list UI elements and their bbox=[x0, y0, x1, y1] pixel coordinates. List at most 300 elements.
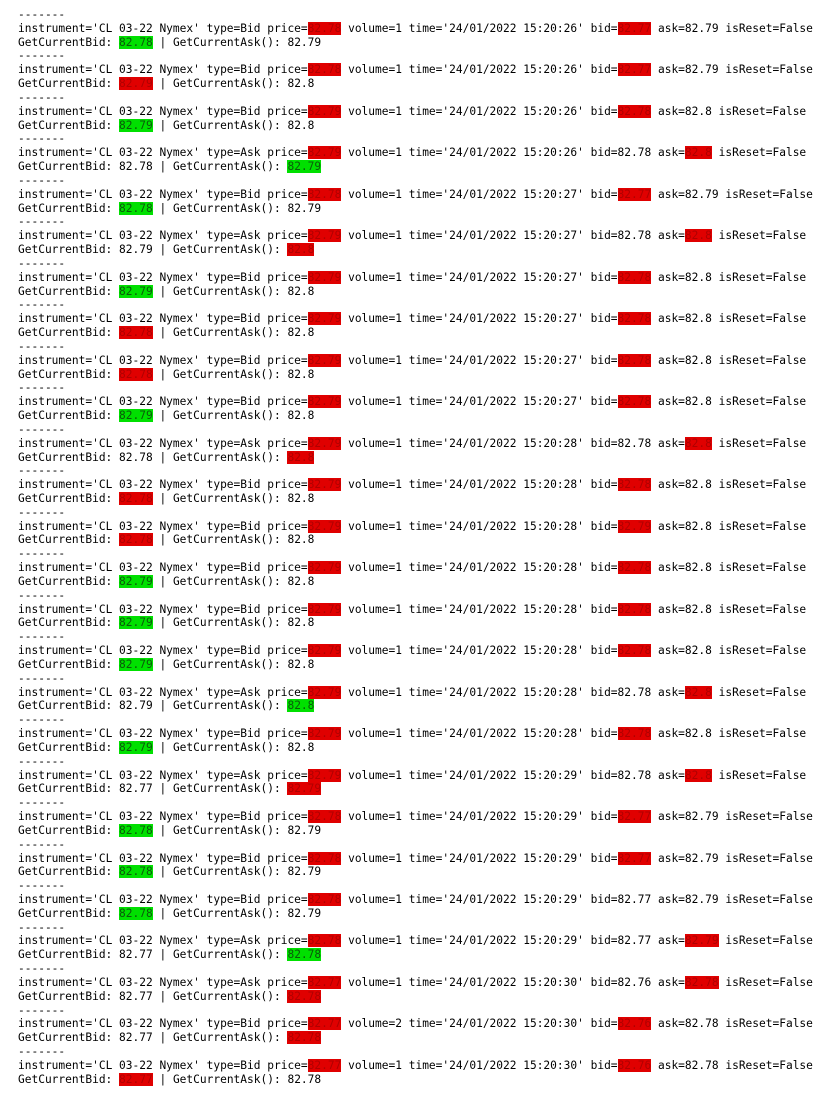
event-ask: 82.8 bbox=[684, 478, 712, 492]
instrument-name: CL 03-22 Nymex bbox=[98, 893, 194, 906]
event-type: Ask bbox=[240, 768, 261, 782]
event-bid: 82.77 bbox=[617, 63, 652, 77]
event-ask: 82.78 bbox=[684, 1017, 719, 1031]
current-bid: 82.78 bbox=[119, 865, 153, 879]
current-quote-line: GetCurrentBid: 82.78 | GetCurrentAsk(): 82.79 bbox=[18, 35, 322, 49]
event-time: 24/01/2022 15:20:26 bbox=[449, 104, 578, 118]
instrument-event-line: instrument='CL 03-22 Nymex' type=Bid price=82.78 volume=1 time='24/01/2022 15:20:26' bid=82.77 ask=82.79 isReset=False bbox=[18, 21, 813, 35]
event-bid: 82.77 bbox=[617, 851, 652, 865]
current-quote-line: GetCurrentBid: 82.79 | GetCurrentAsk(): 82.8 bbox=[18, 118, 315, 132]
event-volume: 1 bbox=[395, 104, 402, 118]
log-separator: ------- bbox=[18, 796, 66, 810]
instrument-name: CL 03-22 Nymex bbox=[98, 602, 194, 616]
event-bid: 82.77 bbox=[617, 187, 652, 201]
current-bid: 82.78 bbox=[119, 450, 153, 464]
instrument-event-line: instrument='CL 03-22 Nymex' type=Ask price=82.79 volume=1 time='24/01/2022 15:20:28' bid=82.78 ask=82.8 isReset=False bbox=[18, 685, 807, 699]
instrument-name: CL 03-22 Nymex bbox=[98, 63, 194, 77]
event-ask: 82.8 bbox=[684, 229, 712, 243]
current-ask: 82.78 bbox=[287, 948, 322, 962]
event-price: 82.77 bbox=[307, 975, 342, 989]
event-price: 82.79 bbox=[307, 353, 342, 367]
event-type: Bid bbox=[240, 1017, 261, 1031]
event-price: 82.79 bbox=[307, 436, 342, 450]
event-bid: 82.78 bbox=[617, 561, 652, 575]
event-volume: 1 bbox=[395, 395, 402, 409]
instrument-name: CL 03-22 Nymex bbox=[98, 727, 194, 741]
event-time: 24/01/2022 15:20:27 bbox=[449, 395, 578, 409]
event-ask: 82.79 bbox=[684, 187, 719, 201]
log-separator: ------- bbox=[18, 713, 66, 727]
event-type: Ask bbox=[240, 975, 261, 989]
log-separator: ------- bbox=[18, 754, 66, 768]
event-ask: 82.8 bbox=[684, 685, 712, 699]
current-bid: 82.79 bbox=[119, 574, 153, 588]
log-separator: ------- bbox=[18, 381, 66, 395]
log-separator: ------- bbox=[18, 671, 66, 685]
log-separator: ------- bbox=[18, 920, 66, 934]
current-quote-line: GetCurrentBid: 82.78 | GetCurrentAsk(): 82.8 bbox=[18, 367, 315, 381]
current-ask: 82.8 bbox=[287, 533, 315, 547]
current-quote-line: GetCurrentBid: 82.79 | GetCurrentAsk(): 82.8 bbox=[18, 284, 315, 298]
event-volume: 1 bbox=[395, 851, 402, 865]
event-price: 82.79 bbox=[307, 685, 342, 699]
event-volume: 1 bbox=[395, 561, 402, 575]
event-price: 82.78 bbox=[307, 21, 342, 35]
current-ask: 82.8 bbox=[287, 450, 315, 464]
event-type: Bid bbox=[240, 519, 261, 533]
event-price: 82.79 bbox=[307, 270, 342, 284]
current-ask: 82.79 bbox=[287, 865, 322, 879]
event-bid: 82.78 bbox=[617, 685, 652, 699]
instrument-name: CL 03-22 Nymex bbox=[98, 270, 194, 284]
current-quote-line: GetCurrentBid: 82.77 | GetCurrentAsk(): 82.78 bbox=[18, 1072, 322, 1086]
instrument-name: CL 03-22 Nymex bbox=[98, 21, 194, 35]
current-quote-line: GetCurrentBid: 82.79 | GetCurrentAsk(): 82.8 bbox=[18, 77, 315, 91]
event-price: 82.79 bbox=[307, 644, 342, 658]
event-ask: 82.8 bbox=[684, 146, 712, 160]
event-volume: 1 bbox=[395, 63, 402, 77]
log-separator: ------- bbox=[18, 49, 66, 63]
instrument-name: CL 03-22 Nymex bbox=[98, 934, 194, 948]
event-price: 82.78 bbox=[307, 187, 342, 201]
event-price: 82.79 bbox=[307, 395, 342, 409]
instrument-name: CL 03-22 Nymex bbox=[98, 768, 194, 782]
event-price: 82.77 bbox=[307, 1058, 342, 1072]
event-price: 82.78 bbox=[307, 893, 342, 906]
instrument-event-line: instrument='CL 03-22 Nymex' type=Bid price=82.79 volume=1 time='24/01/2022 15:20:28' bid=82.78 ask=82.8 isReset=False bbox=[18, 644, 807, 658]
event-time: 24/01/2022 15:20:26 bbox=[449, 21, 578, 35]
event-ask: 82.8 bbox=[684, 270, 712, 284]
event-bid: 82.78 bbox=[617, 602, 652, 616]
current-ask: 82.8 bbox=[287, 77, 315, 91]
event-ask: 82.8 bbox=[684, 312, 712, 326]
current-ask: 82.79 bbox=[287, 906, 322, 920]
instrument-name: CL 03-22 Nymex bbox=[98, 644, 194, 658]
log-separator: ------- bbox=[18, 422, 66, 436]
event-volume: 1 bbox=[395, 644, 402, 658]
event-type: Bid bbox=[240, 727, 261, 741]
event-type: Bid bbox=[240, 63, 261, 77]
event-volume: 1 bbox=[395, 21, 402, 35]
instrument-name: CL 03-22 Nymex bbox=[98, 436, 194, 450]
instrument-name: CL 03-22 Nymex bbox=[98, 519, 194, 533]
current-ask: 82.8 bbox=[287, 616, 315, 630]
event-price: 82.79 bbox=[307, 146, 342, 160]
event-ask: 82.78 bbox=[684, 975, 719, 989]
log-separator: ------- bbox=[18, 173, 66, 187]
event-volume: 1 bbox=[395, 146, 402, 160]
event-time: 24/01/2022 15:20:28 bbox=[449, 478, 578, 492]
event-time: 24/01/2022 15:20:28 bbox=[449, 727, 578, 741]
current-ask: 82.79 bbox=[287, 823, 322, 837]
current-quote-line: GetCurrentBid: 82.79 | GetCurrentAsk(): 82.8 bbox=[18, 657, 315, 671]
event-price: 82.79 bbox=[307, 229, 342, 243]
instrument-event-line: instrument='CL 03-22 Nymex' type=Bid price=82.79 volume=1 time='24/01/2022 15:20:27' bid=82.78 ask=82.8 isReset=False bbox=[18, 312, 807, 326]
event-volume: 1 bbox=[395, 312, 402, 326]
event-bid: 82.77 bbox=[617, 893, 652, 906]
current-quote-line: GetCurrentBid: 82.79 | GetCurrentAsk(): 82.8 bbox=[18, 243, 315, 257]
event-bid: 82.78 bbox=[617, 478, 652, 492]
event-bid: 82.76 bbox=[617, 975, 652, 989]
instrument-name: CL 03-22 Nymex bbox=[98, 353, 194, 367]
event-volume: 1 bbox=[395, 187, 402, 201]
event-time: 24/01/2022 15:20:27 bbox=[449, 312, 578, 326]
event-price: 82.79 bbox=[307, 478, 342, 492]
log-separator: ------- bbox=[18, 298, 66, 312]
event-price: 82.79 bbox=[307, 727, 342, 741]
current-bid: 82.78 bbox=[119, 906, 153, 920]
event-ask: 82.8 bbox=[684, 602, 712, 616]
current-bid: 82.79 bbox=[119, 740, 153, 754]
current-ask: 82.8 bbox=[287, 284, 315, 298]
current-quote-line: GetCurrentBid: 82.78 | GetCurrentAsk(): 82.79 bbox=[18, 865, 322, 879]
instrument-event-line: instrument='CL 03-22 Nymex' type=Bid price=82.79 volume=1 time='24/01/2022 15:20:28' bid=82.79 ask=82.8 isReset=False bbox=[18, 519, 807, 533]
event-time: 24/01/2022 15:20:29 bbox=[449, 810, 578, 824]
event-time: 24/01/2022 15:20:28 bbox=[449, 685, 578, 699]
event-bid: 82.76 bbox=[617, 1017, 652, 1031]
event-bid: 82.78 bbox=[617, 229, 652, 243]
event-time: 24/01/2022 15:20:27 bbox=[449, 229, 578, 243]
current-bid: 82.77 bbox=[119, 989, 153, 1003]
event-volume: 1 bbox=[395, 602, 402, 616]
event-type: Ask bbox=[240, 229, 261, 243]
current-ask: 82.79 bbox=[287, 160, 322, 174]
event-ask: 82.79 bbox=[684, 893, 719, 906]
instrument-name: CL 03-22 Nymex bbox=[98, 395, 194, 409]
current-bid: 82.78 bbox=[119, 533, 153, 547]
event-type: Ask bbox=[240, 934, 261, 948]
event-bid: 82.78 bbox=[617, 644, 652, 658]
current-quote-line: GetCurrentBid: 82.78 | GetCurrentAsk(): 82.8 bbox=[18, 326, 315, 340]
current-quote-line: GetCurrentBid: 82.79 | GetCurrentAsk(): 82.8 bbox=[18, 740, 315, 754]
current-ask: 82.8 bbox=[287, 243, 315, 257]
event-ask: 82.79 bbox=[684, 934, 719, 948]
current-ask: 82.8 bbox=[287, 326, 315, 340]
current-quote-line: GetCurrentBid: 82.79 | GetCurrentAsk(): 82.8 bbox=[18, 409, 315, 423]
event-price: 82.79 bbox=[307, 602, 342, 616]
event-type: Bid bbox=[240, 602, 261, 616]
current-quote-line: GetCurrentBid: 82.79 | GetCurrentAsk(): 82.8 bbox=[18, 574, 315, 588]
event-volume: 1 bbox=[395, 478, 402, 492]
current-ask: 82.79 bbox=[287, 35, 322, 49]
current-quote-line: GetCurrentBid: 82.78 | GetCurrentAsk(): 82.79 bbox=[18, 823, 322, 837]
event-type: Bid bbox=[240, 270, 261, 284]
event-type: Bid bbox=[240, 353, 261, 367]
log-separator: ------- bbox=[18, 588, 66, 602]
event-time: 24/01/2022 15:20:27 bbox=[449, 353, 578, 367]
event-price: 82.77 bbox=[307, 1017, 342, 1031]
event-type: Bid bbox=[240, 851, 261, 865]
current-quote-line: GetCurrentBid: 82.78 | GetCurrentAsk(): 82.79 bbox=[18, 201, 322, 215]
event-volume: 1 bbox=[395, 893, 402, 906]
current-bid: 82.79 bbox=[119, 284, 153, 298]
event-bid: 82.79 bbox=[617, 519, 652, 533]
current-bid: 82.78 bbox=[119, 367, 153, 381]
instrument-name: CL 03-22 Nymex bbox=[98, 312, 194, 326]
instrument-event-line: instrument='CL 03-22 Nymex' type=Bid price=82.78 volume=1 time='24/01/2022 15:20:29' bid=82.77 ask=82.79 isReset=False bbox=[18, 810, 813, 824]
event-price: 82.78 bbox=[307, 934, 342, 948]
event-time: 24/01/2022 15:20:30 bbox=[449, 1058, 578, 1072]
event-ask: 82.8 bbox=[684, 353, 712, 367]
log-separator: ------- bbox=[18, 505, 66, 519]
event-bid: 82.78 bbox=[617, 727, 652, 741]
event-bid: 82.78 bbox=[617, 395, 652, 409]
instrument-name: CL 03-22 Nymex bbox=[98, 187, 194, 201]
log-separator: ------- bbox=[18, 837, 66, 851]
instrument-name: CL 03-22 Nymex bbox=[98, 810, 194, 824]
instrument-name: CL 03-22 Nymex bbox=[98, 561, 194, 575]
event-type: Bid bbox=[240, 395, 261, 409]
event-ask: 82.78 bbox=[684, 1058, 719, 1072]
event-price: 82.79 bbox=[307, 312, 342, 326]
instrument-event-line: instrument='CL 03-22 Nymex' type=Bid price=82.78 volume=1 time='24/01/2022 15:20:26' bid=82.77 ask=82.79 isReset=False bbox=[18, 63, 813, 77]
event-volume: 1 bbox=[395, 436, 402, 450]
current-ask: 82.8 bbox=[287, 367, 315, 381]
current-ask: 82.79 bbox=[287, 201, 322, 215]
event-bid: 82.78 bbox=[617, 768, 652, 782]
event-time: 24/01/2022 15:20:27 bbox=[449, 187, 578, 201]
event-ask: 82.8 bbox=[684, 104, 712, 118]
event-bid: 82.77 bbox=[617, 810, 652, 824]
current-ask: 82.8 bbox=[287, 574, 315, 588]
event-ask: 82.8 bbox=[684, 395, 712, 409]
current-quote-line: GetCurrentBid: 82.79 | GetCurrentAsk(): 82.8 bbox=[18, 616, 315, 630]
current-ask: 82.79 bbox=[287, 782, 322, 796]
event-price: 82.78 bbox=[307, 810, 342, 824]
instrument-name: CL 03-22 Nymex bbox=[98, 851, 194, 865]
current-quote-line: GetCurrentBid: 82.79 | GetCurrentAsk(): 82.8 bbox=[18, 699, 315, 713]
event-volume: 1 bbox=[395, 768, 402, 782]
event-type: Bid bbox=[240, 187, 261, 201]
instrument-event-line: instrument='CL 03-22 Nymex' type=Bid price=82.77 volume=1 time='24/01/2022 15:20:30' bid=82.76 ask=82.78 isReset=False bbox=[18, 1058, 813, 1072]
event-bid: 82.78 bbox=[617, 312, 652, 326]
current-quote-line: GetCurrentBid: 82.77 | GetCurrentAsk(): 82.78 bbox=[18, 989, 322, 1003]
event-bid: 82.78 bbox=[617, 436, 652, 450]
log-separator: ------- bbox=[18, 256, 66, 270]
log-separator: ------- bbox=[18, 464, 66, 478]
event-ask: 82.8 bbox=[684, 644, 712, 658]
event-volume: 2 bbox=[395, 1017, 402, 1031]
instrument-event-line: instrument='CL 03-22 Nymex' type=Ask price=82.79 volume=1 time='24/01/2022 15:20:27' bid=82.78 ask=82.8 isReset=False bbox=[18, 229, 807, 243]
log-separator: ------- bbox=[18, 1003, 66, 1017]
instrument-event-line: instrument='CL 03-22 Nymex' type=Ask price=82.78 volume=1 time='24/01/2022 15:20:29' bid=82.77 ask=82.79 isReset=False bbox=[18, 934, 813, 948]
console-log bbox=[18, 8, 813, 1087]
instrument-event-line: instrument='CL 03-22 Nymex' type=Bid price=82.79 volume=1 time='24/01/2022 15:20:27' bid=82.78 ask=82.8 isReset=False bbox=[18, 353, 807, 367]
event-ask: 82.79 bbox=[684, 851, 719, 865]
current-bid: 82.78 bbox=[119, 201, 153, 215]
log-separator: ------- bbox=[18, 132, 66, 146]
current-ask: 82.8 bbox=[287, 699, 315, 713]
event-ask: 82.8 bbox=[684, 519, 712, 533]
event-volume: 1 bbox=[395, 353, 402, 367]
event-price: 82.78 bbox=[307, 63, 342, 77]
event-type: Bid bbox=[240, 561, 261, 575]
event-volume: 1 bbox=[395, 229, 402, 243]
event-bid: 82.77 bbox=[617, 934, 652, 948]
instrument-name: CL 03-22 Nymex bbox=[98, 104, 194, 118]
current-bid: 82.79 bbox=[119, 409, 153, 423]
instrument-name: CL 03-22 Nymex bbox=[98, 229, 194, 243]
log-separator: ------- bbox=[18, 962, 66, 976]
log-separator: ------- bbox=[18, 630, 66, 644]
event-type: Bid bbox=[240, 478, 261, 492]
current-quote-line: GetCurrentBid: 82.77 | GetCurrentAsk(): 82.78 bbox=[18, 948, 322, 962]
instrument-name: CL 03-22 Nymex bbox=[98, 146, 194, 160]
instrument-event-line: instrument='CL 03-22 Nymex' type=Bid price=82.79 volume=1 time='24/01/2022 15:20:27' bid=82.78 ask=82.8 isReset=False bbox=[18, 270, 807, 284]
current-quote-line: GetCurrentBid: 82.78 | GetCurrentAsk(): 82.79 bbox=[18, 160, 322, 174]
event-ask: 82.79 bbox=[684, 810, 719, 824]
event-time: 24/01/2022 15:20:28 bbox=[449, 602, 578, 616]
event-volume: 1 bbox=[395, 810, 402, 824]
event-type: Bid bbox=[240, 644, 261, 658]
instrument-event-line: instrument='CL 03-22 Nymex' type=Bid price=82.79 volume=1 time='24/01/2022 15:20:28' bid=82.78 ask=82.8 isReset=False bbox=[18, 602, 807, 616]
event-type: Ask bbox=[240, 436, 261, 450]
event-bid: 82.78 bbox=[617, 104, 652, 118]
event-volume: 1 bbox=[395, 519, 402, 533]
event-ask: 82.8 bbox=[684, 436, 712, 450]
current-ask: 82.8 bbox=[287, 740, 315, 754]
event-type: Ask bbox=[240, 146, 261, 160]
current-ask: 82.8 bbox=[287, 118, 315, 132]
current-ask: 82.78 bbox=[287, 1072, 322, 1086]
instrument-event-line: instrument='CL 03-22 Nymex' type=Bid price=82.77 volume=2 time='24/01/2022 15:20:30' bid=82.76 ask=82.78 isReset=False bbox=[18, 1017, 813, 1031]
current-quote-line: GetCurrentBid: 82.78 | GetCurrentAsk(): 82.8 bbox=[18, 450, 315, 464]
event-time: 24/01/2022 15:20:29 bbox=[449, 851, 578, 865]
event-bid: 82.78 bbox=[617, 353, 652, 367]
event-bid: 82.77 bbox=[617, 21, 652, 35]
event-type: Ask bbox=[240, 685, 261, 699]
event-bid: 82.78 bbox=[617, 146, 652, 160]
instrument-event-line: instrument='CL 03-22 Nymex' type=Bid price=82.78 volume=1 time='24/01/2022 15:20:29' bid=82.77 ask=82.79 isReset=False bbox=[18, 851, 813, 865]
log-separator: ------- bbox=[18, 215, 66, 229]
event-bid: 82.76 bbox=[617, 1058, 652, 1072]
log-separator: ------- bbox=[18, 8, 66, 21]
event-time: 24/01/2022 15:20:28 bbox=[449, 561, 578, 575]
current-bid: 82.77 bbox=[119, 1072, 153, 1086]
log-separator: ------- bbox=[18, 90, 66, 104]
current-quote-line: GetCurrentBid: 82.77 | GetCurrentAsk(): 82.78 bbox=[18, 1031, 322, 1045]
instrument-event-line: instrument='CL 03-22 Nymex' type=Bid price=82.79 volume=1 time='24/01/2022 15:20:28' bid=82.78 ask=82.8 isReset=False bbox=[18, 561, 807, 575]
instrument-event-line: instrument='CL 03-22 Nymex' type=Ask price=82.79 volume=1 time='24/01/2022 15:20:28' bid=82.78 ask=82.8 isReset=False bbox=[18, 436, 807, 450]
current-quote-line: GetCurrentBid: 82.77 | GetCurrentAsk(): 82.79 bbox=[18, 782, 322, 796]
current-ask: 82.78 bbox=[287, 989, 322, 1003]
event-ask: 82.79 bbox=[684, 63, 719, 77]
event-time: 24/01/2022 15:20:28 bbox=[449, 644, 578, 658]
current-bid: 82.78 bbox=[119, 326, 153, 340]
current-bid: 82.79 bbox=[119, 699, 153, 713]
instrument-name: CL 03-22 Nymex bbox=[98, 975, 194, 989]
event-price: 82.79 bbox=[307, 768, 342, 782]
current-bid: 82.77 bbox=[119, 948, 153, 962]
current-ask: 82.8 bbox=[287, 409, 315, 423]
current-bid: 82.79 bbox=[119, 243, 153, 257]
event-time: 24/01/2022 15:20:28 bbox=[449, 436, 578, 450]
current-bid: 82.79 bbox=[119, 616, 153, 630]
current-ask: 82.8 bbox=[287, 491, 315, 505]
event-ask: 82.8 bbox=[684, 768, 712, 782]
current-bid: 82.78 bbox=[119, 823, 153, 837]
current-bid: 82.77 bbox=[119, 1031, 153, 1045]
current-quote-line: GetCurrentBid: 82.78 | GetCurrentAsk(): 82.8 bbox=[18, 533, 315, 547]
event-price: 82.79 bbox=[307, 561, 342, 575]
instrument-name: CL 03-22 Nymex bbox=[98, 1058, 194, 1072]
instrument-name: CL 03-22 Nymex bbox=[98, 1017, 194, 1031]
event-volume: 1 bbox=[395, 975, 402, 989]
event-type: Bid bbox=[240, 810, 261, 824]
event-type: Bid bbox=[240, 104, 261, 118]
current-quote-line: GetCurrentBid: 82.78 | GetCurrentAsk(): 82.8 bbox=[18, 491, 315, 505]
event-type: Bid bbox=[240, 893, 261, 906]
instrument-event-line: instrument='CL 03-22 Nymex' type=Bid price=82.79 volume=1 time='24/01/2022 15:20:27' bid=82.78 ask=82.8 isReset=False bbox=[18, 395, 807, 409]
event-volume: 1 bbox=[395, 270, 402, 284]
event-time: 24/01/2022 15:20:29 bbox=[449, 893, 578, 906]
event-price: 82.79 bbox=[307, 519, 342, 533]
event-time: 24/01/2022 15:20:30 bbox=[449, 1017, 578, 1031]
event-time: 24/01/2022 15:20:29 bbox=[449, 934, 578, 948]
event-time: 24/01/2022 15:20:30 bbox=[449, 975, 578, 989]
instrument-name: CL 03-22 Nymex bbox=[98, 685, 194, 699]
event-type: Bid bbox=[240, 1058, 261, 1072]
event-bid: 82.78 bbox=[617, 270, 652, 284]
event-volume: 1 bbox=[395, 934, 402, 948]
event-time: 24/01/2022 15:20:28 bbox=[449, 519, 578, 533]
log-separator: ------- bbox=[18, 547, 66, 561]
event-ask: 82.8 bbox=[684, 561, 712, 575]
event-ask: 82.79 bbox=[684, 21, 719, 35]
event-time: 24/01/2022 15:20:26 bbox=[449, 63, 578, 77]
current-bid: 82.79 bbox=[119, 77, 153, 91]
instrument-event-line: instrument='CL 03-22 Nymex' type=Bid price=82.78 volume=1 time='24/01/2022 15:20:29' bid=82.77 ask=82.79 isReset=False bbox=[18, 893, 813, 906]
instrument-name: CL 03-22 Nymex bbox=[98, 478, 194, 492]
instrument-event-line: instrument='CL 03-22 Nymex' type=Bid price=82.78 volume=1 time='24/01/2022 15:20:27' bid=82.77 ask=82.79 isReset=False bbox=[18, 187, 813, 201]
current-ask: 82.78 bbox=[287, 1031, 322, 1045]
current-bid: 82.77 bbox=[119, 782, 153, 796]
current-bid: 82.78 bbox=[119, 160, 153, 174]
current-ask: 82.8 bbox=[287, 657, 315, 671]
current-bid: 82.78 bbox=[119, 35, 153, 49]
event-type: Bid bbox=[240, 312, 261, 326]
log-separator: ------- bbox=[18, 1045, 66, 1059]
instrument-event-line: instrument='CL 03-22 Nymex' type=Ask price=82.77 volume=1 time='24/01/2022 15:20:30' bid=82.76 ask=82.78 isReset=False bbox=[18, 975, 813, 989]
event-price: 82.78 bbox=[307, 851, 342, 865]
event-time: 24/01/2022 15:20:29 bbox=[449, 768, 578, 782]
event-time: 24/01/2022 15:20:27 bbox=[449, 270, 578, 284]
event-type: Bid bbox=[240, 21, 261, 35]
event-ask: 82.8 bbox=[684, 727, 712, 741]
event-time: 24/01/2022 15:20:26 bbox=[449, 146, 578, 160]
instrument-event-line: instrument='CL 03-22 Nymex' type=Bid price=82.79 volume=1 time='24/01/2022 15:20:28' bid=82.78 ask=82.8 isReset=False bbox=[18, 478, 807, 492]
current-bid: 82.79 bbox=[119, 118, 153, 132]
